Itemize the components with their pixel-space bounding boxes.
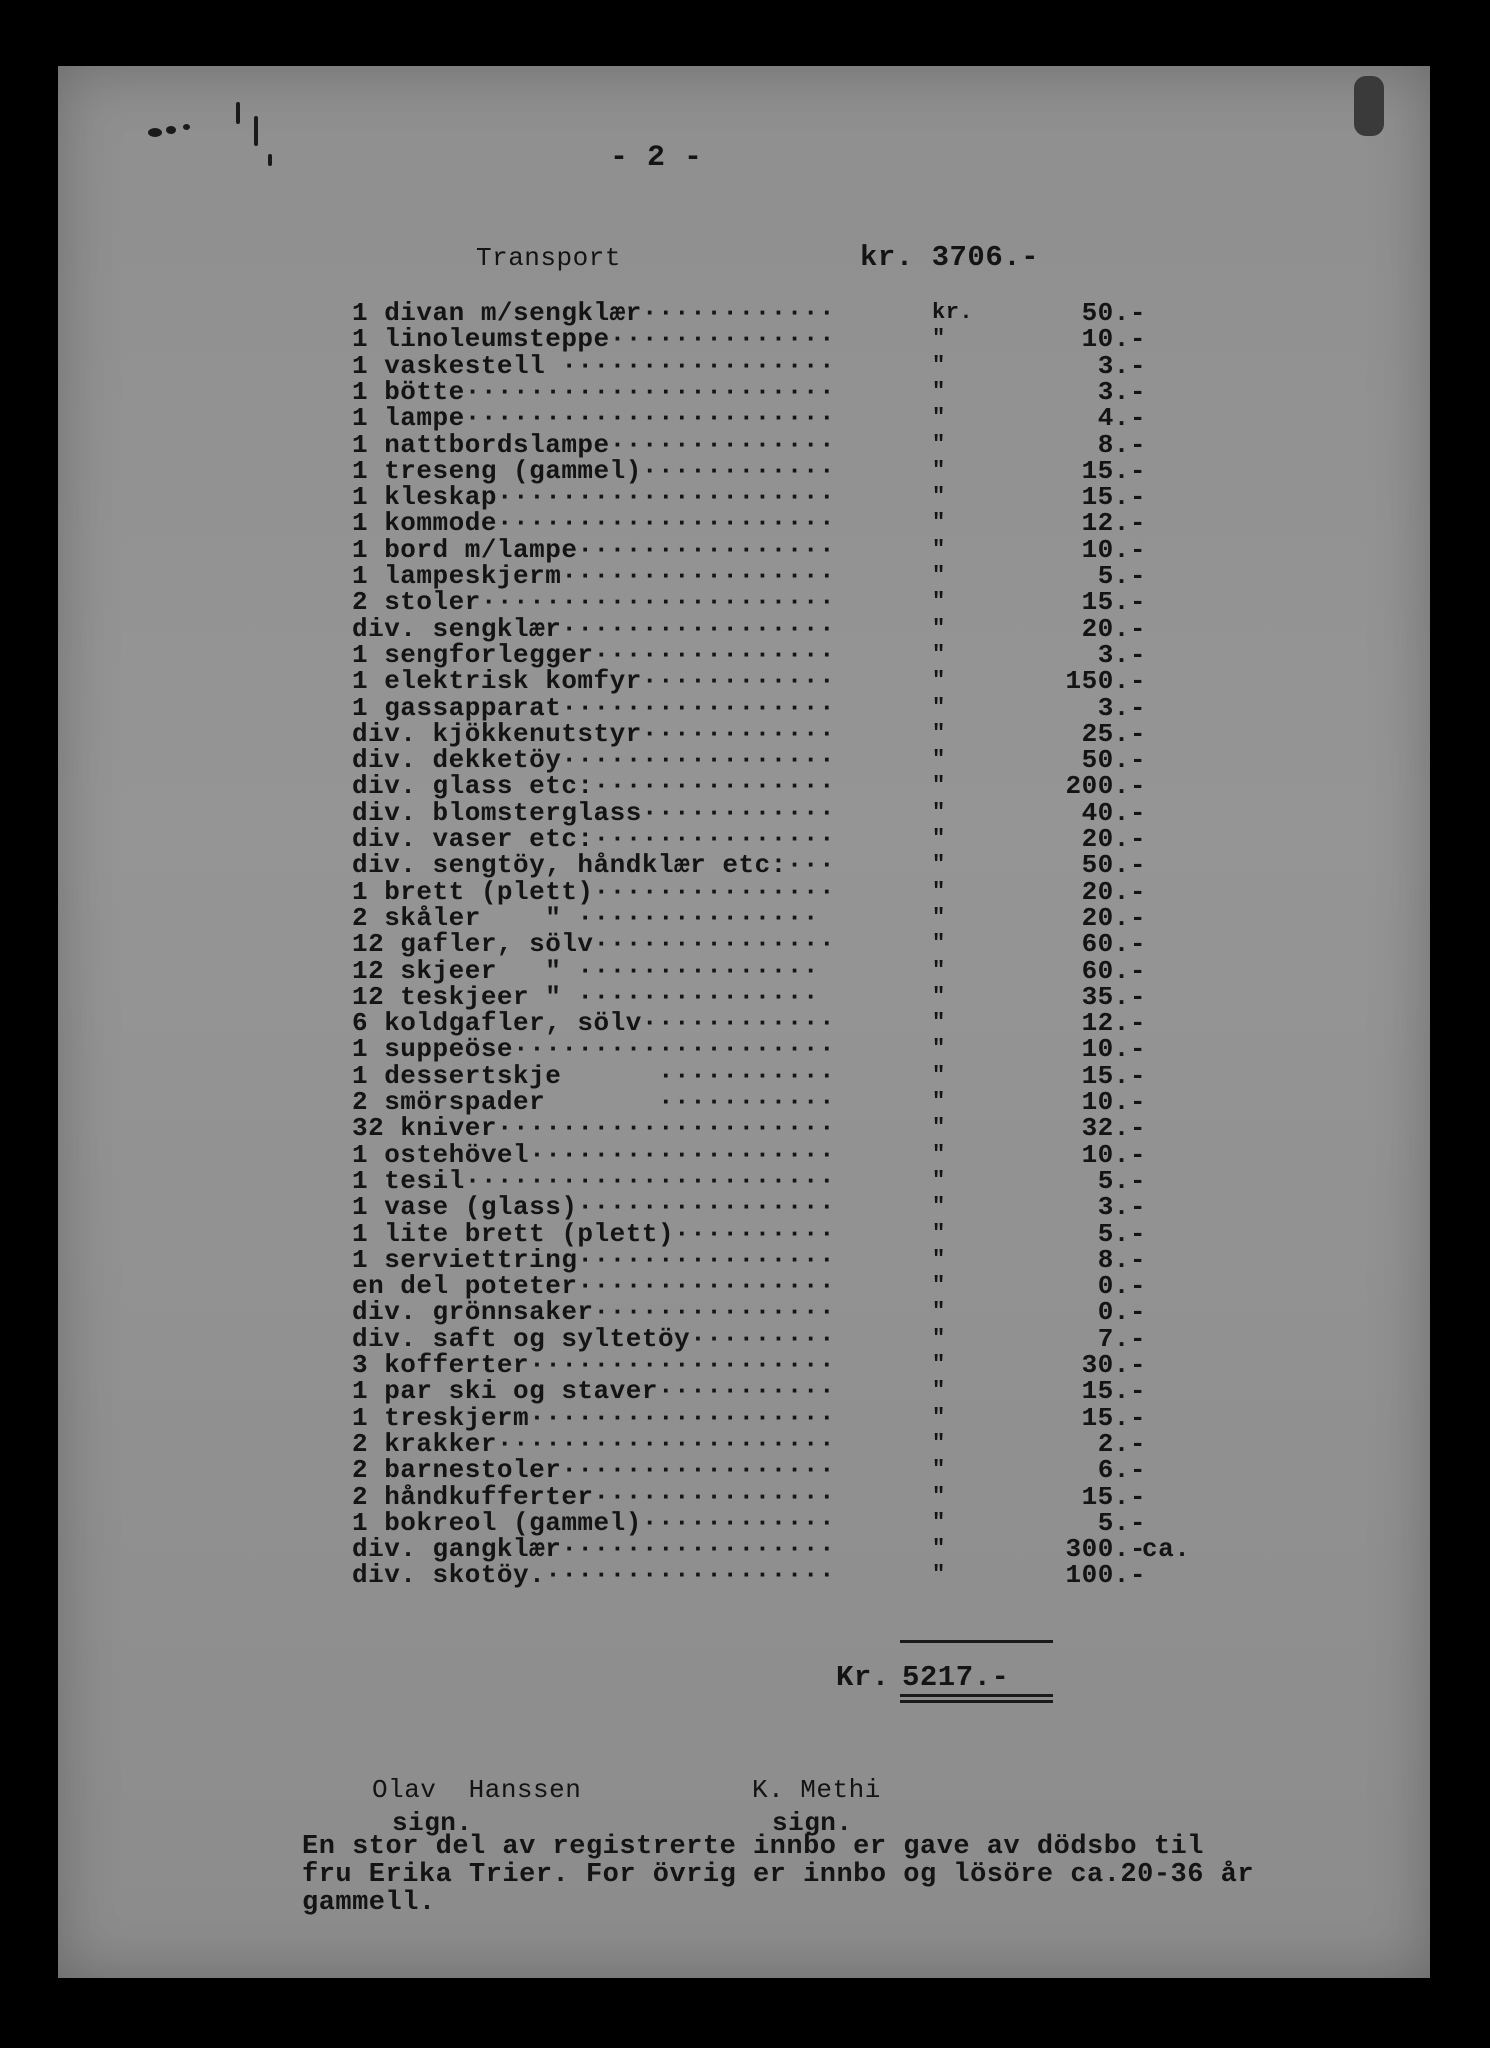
item-description: 12 skjeer " ··············· — [352, 955, 819, 986]
page-number: - 2 - — [610, 141, 703, 175]
item-description: 3 kofferter··················· — [352, 1350, 836, 1380]
inventory-row — [352, 1455, 1192, 1486]
item-description: div. kjökkenutstyr············ — [352, 718, 836, 749]
inventory-row — [352, 1008, 1192, 1039]
inventory-row — [352, 929, 1192, 960]
item-description: 1 divan m/sengklær············ — [352, 298, 836, 328]
inventory-row — [352, 876, 1192, 907]
item-amount: 50.- — [1081, 745, 1146, 776]
item-description: 1 brett (plett)··············· — [352, 876, 836, 907]
item-currency-mark: " — [932, 1273, 946, 1299]
item-description: 1 kleskap····················· — [352, 482, 836, 513]
item-amount: 20.- — [1081, 902, 1146, 933]
inventory-row — [352, 1089, 1192, 1115]
total-rule-bottom-1 — [900, 1694, 1053, 1697]
item-description: div. sengklær················· — [352, 613, 836, 644]
item-amount: 0.- — [1097, 1271, 1146, 1302]
closing-note-line-2: fru Erika Trier. For övrig er innbo og lösöre ca.20-36 år — [302, 1860, 1255, 1890]
inventory-row — [352, 666, 1192, 697]
item-currency-mark: " — [932, 983, 946, 1009]
item-description: 1 lampe······················· — [352, 403, 836, 434]
item-amount: 5.- — [1097, 1218, 1146, 1249]
inventory-row — [352, 563, 1192, 589]
item-description: div. grönnsaker··············· — [352, 1297, 836, 1328]
item-currency-mark: " — [932, 694, 946, 720]
inventory-row — [352, 797, 1192, 828]
item-amount: 15.- — [1081, 455, 1146, 486]
inventory-row — [352, 403, 1192, 434]
item-amount: 30.- — [1081, 1350, 1146, 1380]
inventory-row — [352, 1192, 1192, 1223]
item-currency-mark: " — [932, 1378, 946, 1404]
item-description: 1 dessertskje ··········· — [352, 1060, 836, 1091]
item-amount: 5.- — [1097, 561, 1146, 591]
item-currency-mark: " — [932, 957, 946, 983]
item-amount: 3.- — [1097, 350, 1146, 381]
item-amount: 50.- — [1081, 298, 1146, 328]
closing-note-line-1: En stor del av registrerte innbo er gave av dödsbo til — [302, 1832, 1204, 1862]
inventory-row — [352, 1428, 1192, 1459]
item-amount: 12.- — [1081, 508, 1146, 539]
item-description: 2 barnestoler················· — [352, 1455, 836, 1486]
item-currency-mark: " — [932, 641, 946, 667]
item-description: 1 nattbordslampe·············· — [352, 429, 836, 460]
item-amount: 15.- — [1081, 1402, 1146, 1433]
item-description: div. blomsterglass············ — [352, 797, 836, 828]
item-currency-mark: " — [932, 1457, 946, 1483]
item-amount: 15.- — [1081, 587, 1146, 618]
inventory-row — [352, 1271, 1192, 1302]
item-currency-mark: " — [932, 1194, 946, 1220]
item-amount: 20.- — [1081, 613, 1146, 644]
item-amount: 200.- — [1065, 771, 1146, 802]
item-currency-mark: " — [932, 510, 946, 536]
inventory-row — [352, 1034, 1192, 1065]
item-currency-mark: " — [932, 1404, 946, 1430]
item-currency-mark: " — [932, 1220, 946, 1246]
inventory-row — [352, 718, 1192, 749]
item-description: div. vaser etc:··············· — [352, 824, 836, 854]
scan-speck — [254, 116, 258, 146]
inventory-row — [352, 350, 1192, 381]
item-amount: 40.- — [1081, 797, 1146, 828]
item-amount: 3.- — [1097, 692, 1146, 723]
item-amount: 300.- — [1065, 1534, 1146, 1565]
item-description: 1 bötte······················· — [352, 376, 836, 407]
item-description: 32 kniver····················· — [352, 1113, 836, 1144]
item-amount: 3.- — [1097, 376, 1146, 407]
inventory-row — [352, 1507, 1192, 1538]
inventory-row — [352, 1534, 1192, 1565]
inventory-row — [352, 1376, 1192, 1407]
item-amount: 15.- — [1081, 482, 1146, 513]
item-currency-mark: " — [932, 668, 946, 694]
item-amount: 15.- — [1081, 1481, 1146, 1512]
inventory-row — [352, 508, 1192, 539]
inventory-row — [352, 981, 1192, 1012]
item-amount: 10.- — [1081, 1034, 1146, 1065]
item-amount: 10.- — [1081, 534, 1146, 565]
item-currency-mark: " — [932, 773, 946, 799]
inventory-row — [352, 300, 1192, 326]
inventory-row — [352, 1113, 1192, 1144]
item-description: div. glass etc:··············· — [352, 771, 836, 802]
item-amount: 150.- — [1065, 666, 1146, 697]
item-currency-mark: " — [932, 615, 946, 641]
inventory-row — [352, 745, 1192, 776]
item-description: 1 elektrisk komfyr············ — [352, 666, 836, 697]
inventory-row — [352, 1297, 1192, 1328]
item-currency-mark: " — [932, 1325, 946, 1351]
item-amount: 0.- — [1097, 1297, 1146, 1328]
item-amount: 3.- — [1097, 1192, 1146, 1223]
item-currency-mark: " — [932, 747, 946, 773]
inventory-row — [352, 639, 1192, 670]
inventory-row — [352, 1244, 1192, 1275]
item-description: 12 gafler, sölv··············· — [352, 929, 836, 960]
total-rule-top — [900, 1640, 1053, 1643]
inventory-row — [352, 1481, 1192, 1512]
scan-smudge — [1354, 76, 1384, 136]
item-description: 1 par ski og staver··········· — [352, 1376, 836, 1407]
item-currency-mark: " — [932, 431, 946, 457]
item-amount: 100.- — [1065, 1560, 1146, 1591]
scan-speck — [183, 124, 190, 130]
inventory-row — [352, 534, 1192, 565]
signature-name-1: Olav Hanssen — [372, 1775, 582, 1805]
item-currency-mark: " — [932, 589, 946, 615]
item-amount: 10.- — [1081, 1087, 1146, 1117]
item-description: 1 suppeöse···················· — [352, 1034, 836, 1065]
item-currency-mark: " — [932, 536, 946, 562]
item-description: div. dekketöy················· — [352, 745, 836, 776]
item-amount: 15.- — [1081, 1376, 1146, 1407]
item-amount: 60.- — [1081, 929, 1146, 960]
item-currency-mark: " — [932, 852, 946, 878]
inventory-row — [352, 1165, 1192, 1196]
item-amount: 15.- — [1081, 1060, 1146, 1091]
inventory-row — [352, 455, 1192, 486]
item-currency-mark: " — [932, 352, 946, 378]
item-amount: 5.- — [1097, 1507, 1146, 1538]
inventory-row — [352, 902, 1192, 933]
inventory-row — [352, 482, 1192, 513]
inventory-row — [352, 1060, 1192, 1091]
item-description: 2 smörspader ··········· — [352, 1087, 836, 1117]
item-currency-mark: " — [932, 1036, 946, 1062]
item-currency-mark: " — [932, 1167, 946, 1193]
item-description: 1 gassapparat················· — [352, 692, 836, 723]
item-description: 1 tesil······················· — [352, 1165, 836, 1196]
inventory-row — [352, 324, 1192, 355]
item-currency-mark: " — [932, 1246, 946, 1272]
item-currency-mark: " — [932, 484, 946, 510]
transport-value: kr. 3706.- — [860, 241, 1040, 274]
item-amount: 25.- — [1081, 718, 1146, 749]
item-description: 2 skåler " ··············· — [352, 902, 819, 933]
item-description: 12 teskjeer " ··············· — [352, 981, 819, 1012]
item-amount: 7.- — [1097, 1323, 1146, 1354]
item-description: 1 bokreol (gammel)············ — [352, 1507, 836, 1538]
item-currency-mark: " — [932, 826, 946, 851]
item-amount: 32.- — [1081, 1113, 1146, 1144]
total-label: Kr. — [836, 1661, 890, 1694]
item-currency-mark: " — [932, 1089, 946, 1114]
item-amount: 20.- — [1081, 876, 1146, 907]
item-description: 2 krakker····················· — [352, 1428, 836, 1459]
scan-speck — [268, 154, 272, 166]
item-currency-mark: " — [932, 1062, 946, 1088]
item-description: div. skotöy.·················· — [352, 1560, 836, 1591]
item-description: 1 ostehövel··················· — [352, 1139, 836, 1170]
item-description: 1 serviettring················ — [352, 1244, 836, 1275]
item-amount: 2.- — [1097, 1428, 1146, 1459]
inventory-row — [352, 850, 1192, 881]
inventory-row — [352, 1352, 1192, 1378]
item-currency-mark: kr. — [932, 300, 974, 325]
scan-speck — [148, 128, 162, 137]
item-description: 6 koldgafler, sölv············ — [352, 1008, 836, 1039]
item-currency-mark: " — [932, 1483, 946, 1509]
item-amount: 5.- — [1097, 1165, 1146, 1196]
item-currency-mark: " — [932, 931, 946, 957]
closing-note-line-3: gammell. — [302, 1888, 436, 1918]
inventory-row — [352, 1139, 1192, 1170]
item-currency-mark: " — [932, 457, 946, 483]
item-amount: 4.- — [1097, 403, 1146, 434]
item-currency-mark: " — [932, 378, 946, 404]
item-currency-mark: " — [932, 1509, 946, 1535]
item-currency-mark: " — [932, 405, 946, 431]
item-description: div. sengtöy, håndklær etc:··· — [352, 850, 836, 881]
signature-sign-2: sign. — [772, 1808, 853, 1838]
item-currency-mark: " — [932, 878, 946, 904]
item-currency-mark: " — [932, 1536, 946, 1562]
inventory-row — [352, 1560, 1192, 1591]
item-amount: 12.- — [1081, 1008, 1146, 1039]
inventory-row — [352, 771, 1192, 802]
signature-name-2: K. Methi — [752, 1775, 881, 1805]
item-currency-mark: " — [932, 904, 946, 930]
item-description: 1 linoleumsteppe·············· — [352, 324, 836, 355]
transport-label: Transport — [476, 243, 621, 273]
item-currency-mark: " — [932, 1562, 946, 1588]
item-amount: 35.- — [1081, 981, 1146, 1012]
item-currency-mark: " — [932, 1430, 946, 1456]
inventory-row — [352, 429, 1192, 460]
item-description: 1 sengforlegger··············· — [352, 639, 836, 670]
item-amount: 8.- — [1097, 429, 1146, 460]
total-value: 5217.- — [902, 1661, 1010, 1694]
inventory-row — [352, 826, 1192, 852]
item-description: div. gangklær················· — [352, 1534, 836, 1565]
item-description: en del poteter················ — [352, 1271, 836, 1302]
item-currency-mark: " — [932, 326, 946, 352]
item-amount: 3.- — [1097, 639, 1146, 670]
item-currency-mark: " — [932, 720, 946, 746]
item-description: 1 treskjerm··················· — [352, 1402, 836, 1433]
item-description: 1 treseng (gammel)············ — [352, 455, 836, 486]
inventory-row — [352, 613, 1192, 644]
signature-sign-1: sign. — [392, 1808, 473, 1838]
item-description: 1 kommode····················· — [352, 508, 836, 539]
item-description: div. saft og syltetöy········· — [352, 1323, 836, 1354]
total-rule-bottom-2 — [900, 1700, 1053, 1703]
item-amount: 6.- — [1097, 1455, 1146, 1486]
item-currency-mark: " — [932, 1299, 946, 1325]
item-description: 1 lite brett (plett)·········· — [352, 1218, 836, 1249]
item-currency-mark: " — [932, 563, 946, 588]
inventory-row — [352, 692, 1192, 723]
item-amount: 20.- — [1081, 824, 1146, 854]
item-currency-mark: " — [932, 799, 946, 825]
scan-speck — [236, 102, 240, 124]
item-description: 2 håndkufferter··············· — [352, 1481, 836, 1512]
item-amount: 60.- — [1081, 955, 1146, 986]
item-description: 1 lampeskjerm················· — [352, 561, 836, 591]
inventory-row — [352, 1402, 1192, 1433]
inventory-row — [352, 1218, 1192, 1249]
inventory-row — [352, 376, 1192, 407]
item-description: 2 stoler······················ — [352, 587, 836, 618]
item-note: ca. — [1142, 1534, 1191, 1565]
scan-speck — [166, 126, 176, 134]
inventory-row — [352, 1323, 1192, 1354]
item-description: 1 vaskestell ················· — [352, 350, 836, 381]
item-currency-mark: " — [932, 1352, 946, 1377]
item-amount: 10.- — [1081, 1139, 1146, 1170]
item-amount: 50.- — [1081, 850, 1146, 881]
item-amount: 10.- — [1081, 324, 1146, 355]
inventory-row — [352, 955, 1192, 986]
item-amount: 8.- — [1097, 1244, 1146, 1275]
item-description: 1 vase (glass)················ — [352, 1192, 836, 1223]
item-description: 1 bord m/lampe················ — [352, 534, 836, 565]
item-currency-mark: " — [932, 1010, 946, 1036]
item-currency-mark: " — [932, 1141, 946, 1167]
inventory-row — [352, 587, 1192, 618]
item-currency-mark: " — [932, 1115, 946, 1141]
